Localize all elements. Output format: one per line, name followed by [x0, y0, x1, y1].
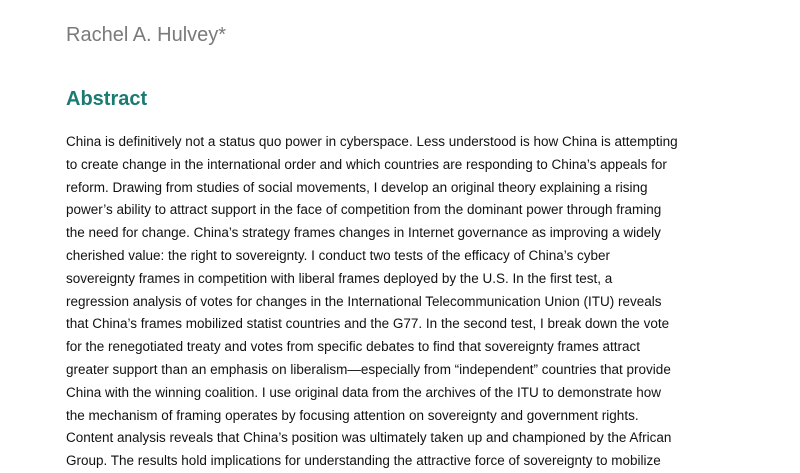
abstract-line: the mechanism of framing operates by focusing attention on sovereignty and government rights. — [66, 407, 639, 423]
author-name: Rachel A. Hulvey* — [66, 24, 227, 46]
abstract-line: that China’s frames mobilized statist countries and the G77. In the second test, I break down the vote — [66, 316, 670, 332]
abstract-line: power’s ability to attract support in the face of competition from the dominant power through framing — [66, 202, 662, 218]
abstract-line: to create change in the international order and which countries are responding to China’s appeals for — [66, 156, 667, 172]
abstract-line: Content analysis reveals that China’s position was ultimately taken up and championed by the African — [66, 430, 672, 446]
abstract-text — [66, 131, 756, 473]
abstract-line: China with the winning coalition. I use original data from the archives of the ITU to demonstrate how — [66, 384, 662, 400]
abstract-line: greater support than an emphasis on liberalism—especially from “independent” countries that provide — [66, 361, 671, 377]
abstract-line: the need for change. China’s strategy frames changes in Internet governance as improving a widely — [66, 225, 661, 241]
abstract-heading: Abstract — [66, 88, 148, 110]
cut-off-title — [66, 0, 496, 4]
abstract-line: cherished value: the right to sovereignty. I conduct two tests of the efficacy of China’s cyber — [66, 247, 611, 263]
abstract-line: China is definitively not a status quo power in cyberspace. Less understood is how China is attempting — [66, 134, 678, 149]
abstract-line: sovereignty frames in competition with liberal frames deployed by the U.S. In the first test, a — [66, 270, 613, 286]
abstract-line: regression analysis of votes for changes in the International Telecommunication Union (ITU) reveals — [66, 293, 662, 309]
abstract-line: for the renegotiated treaty and votes from specific debates to find that sovereignty frames attract — [66, 339, 641, 355]
abstract-line: reform. Drawing from studies of social movements, I develop an original theory explaining a rising — [66, 179, 648, 195]
abstract-line: Group. The results hold implications for understanding the attractive force of sovereignty to mobilize — [66, 453, 661, 469]
